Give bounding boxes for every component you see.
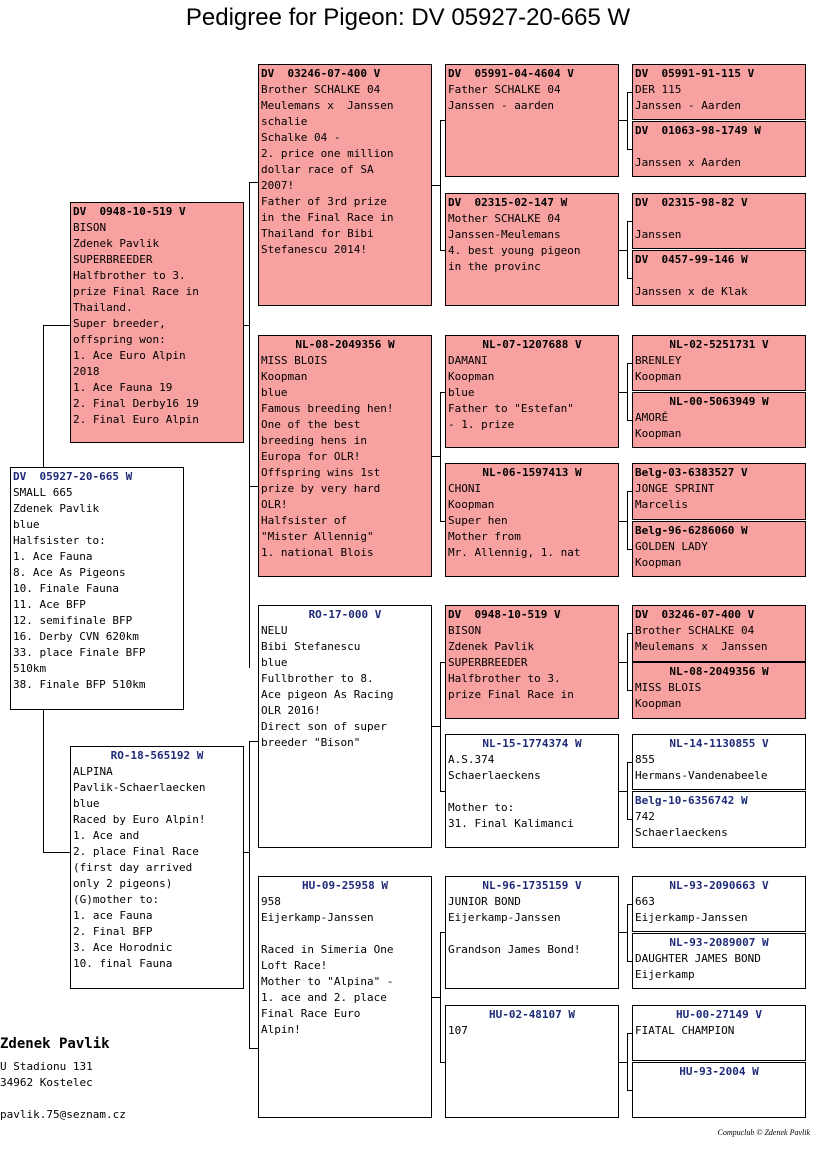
- pigeon-info-line: Zdenek Pavlik: [73, 237, 160, 250]
- connector-line: [249, 182, 258, 183]
- ring-number: HU-02-48107 W: [488, 1008, 576, 1021]
- connector-line: [43, 710, 44, 852]
- pigeon-card-ffff[interactable]: [632, 64, 806, 120]
- pigeon-info-line: 1. Ace Fauna: [13, 550, 93, 563]
- pigeon-info-line: [448, 784, 616, 800]
- ring-number: NL-00-5063949 W: [669, 395, 769, 408]
- pigeon-info-line: Eijerkamp-Janssen: [635, 911, 748, 924]
- ring-number: HU-00-27149 V: [675, 1008, 763, 1021]
- ring-number: DV 02315-98-82 V: [635, 196, 748, 209]
- owner-city: 34962 Kostelec: [0, 1076, 93, 1089]
- pigeon-info-line: AMORÉ: [635, 411, 669, 424]
- pigeon-info-line: 16. Derby CVN 620km: [13, 630, 139, 643]
- pigeon-info-line: Schaerlaeckens: [635, 826, 728, 839]
- ring-number: DV 02315-02-147 W: [448, 196, 568, 209]
- pigeon-info-line: 855: [635, 753, 655, 766]
- pigeon-info-line: Grandson James Bond!: [448, 943, 581, 956]
- pigeon-info-line: [635, 268, 803, 284]
- pigeon-card-mmfm[interactable]: [632, 933, 806, 989]
- pigeon-info-line: Father of 3rd prize: [261, 195, 387, 208]
- pigeon-info-line: "Mister Allennig": [261, 530, 374, 543]
- pigeon-info-line: [448, 926, 616, 942]
- pigeon-info-line: Janssen - aarden: [448, 99, 554, 112]
- pigeon-info-line: BISON: [73, 221, 107, 234]
- pigeon-info-line: Direct son of super: [261, 720, 387, 733]
- pigeon-info-line: breeding hens in: [261, 434, 367, 447]
- pigeon-info-line: Stefanescu 2014!: [261, 243, 367, 256]
- connector-line: [440, 120, 441, 250]
- pigeon-info-line: One of the best: [261, 418, 361, 431]
- pigeon-info-line: Raced by Euro Alpin!: [73, 813, 206, 826]
- pigeon-card-fm[interactable]: [258, 335, 432, 577]
- connector-line: [627, 363, 628, 420]
- pigeon-info-line: Koopman: [635, 370, 682, 383]
- pigeon-card-subject[interactable]: [10, 467, 184, 710]
- pigeon-card-fmfm[interactable]: [632, 392, 806, 448]
- owner-email[interactable]: pavlik.75@seznam.cz: [0, 1108, 126, 1121]
- pigeon-info-line: A.S.374: [448, 753, 495, 766]
- pigeon-info-line: SUPERBREEDER: [73, 253, 153, 266]
- pigeon-info-line: Koopman: [448, 498, 495, 511]
- pigeon-info-line: 1. Ace Euro Alpin: [73, 349, 186, 362]
- pigeon-card-mfmf[interactable]: [632, 734, 806, 790]
- ring-number: NL-15-1774374 W: [482, 737, 582, 750]
- pigeon-info-line: 1. Ace Fauna 19: [73, 381, 173, 394]
- pigeon-info-line: Janssen x Aarden: [635, 156, 741, 169]
- connector-line: [249, 182, 250, 668]
- pigeon-info-line: Thailand for Bibi: [261, 227, 374, 240]
- pigeon-info-line: DAMANI: [448, 354, 488, 367]
- pigeon-info-line: Koopman: [635, 697, 682, 710]
- pigeon-info-line: Halfsister of: [261, 514, 348, 527]
- connector-line: [43, 325, 44, 467]
- pigeon-info-line: Super hen: [448, 514, 508, 527]
- ring-number: DV 05991-91-115 V: [635, 67, 755, 80]
- pigeon-card-ff[interactable]: [258, 64, 432, 306]
- pigeon-info-line: Pavlik-Schaerlaecken: [73, 781, 206, 794]
- pigeon-info-line: BRENLEY: [635, 354, 682, 367]
- connector-line: [619, 250, 627, 251]
- pigeon-info-line: MISS BLOIS: [635, 681, 702, 694]
- pigeon-card-mmm[interactable]: [445, 1005, 619, 1118]
- pigeon-info-line: DAUGHTER JAMES BOND: [635, 952, 761, 965]
- pigeon-info-line: OLR 2016!: [261, 704, 321, 717]
- pigeon-info-line: Hermans-Vandenabeele: [635, 769, 768, 782]
- connector-line: [244, 325, 249, 326]
- pigeon-card-ffmm[interactable]: [632, 250, 806, 306]
- pigeon-info-line: Mother from: [448, 530, 521, 543]
- pigeon-info-line: [635, 139, 803, 155]
- connector-line: [440, 662, 441, 791]
- pigeon-info-line: BISON: [448, 624, 482, 637]
- pigeon-info-line: 2. place Final Race: [73, 845, 199, 858]
- pigeon-card-mmff[interactable]: [632, 876, 806, 932]
- pigeon-info-line: 2. Final BFP: [73, 925, 153, 938]
- connector-line: [249, 741, 258, 742]
- pigeon-info-line: Fullbrother to 8.: [261, 672, 374, 685]
- connector-line: [432, 997, 440, 998]
- pigeon-info-line: Koopman: [261, 370, 308, 383]
- ring-number: HU-93-2004 W: [679, 1065, 759, 1078]
- pigeon-info-line: Eijerkamp-Janssen: [448, 911, 561, 924]
- pigeon-info-line: Meulemans x Janssen: [261, 99, 394, 112]
- pigeon-info-line: Mr. Allennig, 1. nat: [448, 546, 581, 559]
- ring-number: NL-08-2049356 W: [669, 665, 769, 678]
- ring-number: NL-08-2049356 W: [295, 338, 395, 351]
- pigeon-info-line: prize by very hard: [261, 482, 381, 495]
- connector-line: [619, 392, 627, 393]
- pigeon-info-line: 38. Finale BFP 510km: [13, 678, 146, 691]
- ring-number: DV 03246-07-400 V: [635, 608, 755, 621]
- pigeon-info-line: blue: [448, 386, 475, 399]
- pigeon-info-line: Famous breeding hen!: [261, 402, 394, 415]
- connector-line: [43, 325, 70, 326]
- pigeon-card-father[interactable]: [70, 202, 244, 443]
- ring-number: DV 05991-04-4604 V: [448, 67, 574, 80]
- pigeon-info-line: Koopman: [448, 370, 495, 383]
- pigeon-info-line: OLR!: [261, 498, 288, 511]
- pigeon-card-mmf[interactable]: [445, 876, 619, 989]
- pigeon-info-line: (G)mother to:: [73, 893, 160, 906]
- pigeon-card-mf[interactable]: [258, 605, 432, 848]
- pigeon-info-line: MISS BLOIS: [261, 354, 328, 367]
- pigeon-info-line: 10. Finale Fauna: [13, 582, 119, 595]
- pigeon-info-line: Halfbrother to 3.: [73, 269, 186, 282]
- pigeon-info-line: in the provinc: [448, 260, 541, 273]
- pigeon-card-fmmf[interactable]: [632, 463, 806, 520]
- connector-line: [249, 741, 250, 1048]
- pigeon-info-line: GOLDEN LADY: [635, 540, 708, 553]
- pigeon-info-line: Zdenek Pavlik: [448, 640, 535, 653]
- pigeon-info-line: ALPINA: [73, 765, 113, 778]
- pigeon-info-line: Halfsister to:: [13, 534, 106, 547]
- pigeon-info-line: Raced in Simeria One: [261, 943, 394, 956]
- connector-line: [43, 852, 70, 853]
- pigeon-info-line: prize Final Race in: [448, 688, 574, 701]
- pigeon-info-line: blue: [261, 656, 288, 669]
- pigeon-info-line: Mother SCHALKE 04: [448, 212, 561, 225]
- pigeon-info-line: Marcelis: [635, 498, 688, 511]
- pigeon-info-line: Koopman: [635, 427, 682, 440]
- pigeon-info-line: Halfbrother to 3.: [448, 672, 561, 685]
- connector-line: [432, 456, 440, 457]
- connector-line: [627, 633, 628, 690]
- pigeon-info-line: prize Final Race in: [73, 285, 199, 298]
- pigeon-card-ffmf[interactable]: [632, 193, 806, 249]
- pigeon-info-line: CHONI: [448, 482, 482, 495]
- pigeon-info-line: Brother SCHALKE 04: [261, 83, 381, 96]
- pigeon-info-line: 2. price one million: [261, 147, 394, 160]
- pigeon-info-line: 2007!: [261, 179, 295, 192]
- pigeon-info-line: 3. Ace Horodnic: [73, 941, 173, 954]
- pigeon-info-line: Offspring wins 1st: [261, 466, 381, 479]
- connector-line: [244, 852, 249, 853]
- pigeon-info-line: NELU: [261, 624, 288, 637]
- pigeon-info-line: 510km: [13, 662, 47, 675]
- ring-number: NL-14-1130855 V: [669, 737, 769, 750]
- pigeon-info-line: JUNIOR BOND: [448, 895, 521, 908]
- pigeon-info-line: Super breeder,: [73, 317, 166, 330]
- pigeon-info-line: Mother to:: [448, 801, 515, 814]
- pigeon-card-fmm[interactable]: [445, 463, 619, 577]
- pigeon-info-line: blue: [261, 386, 288, 399]
- pigeon-info-line: 10. final Fauna: [73, 957, 173, 970]
- connector-line: [627, 221, 628, 278]
- pigeon-card-mfm[interactable]: [445, 734, 619, 848]
- pigeon-card-mfff[interactable]: [632, 605, 806, 662]
- ring-number: Belg-96-6286060 W: [635, 524, 748, 537]
- connector-line: [627, 762, 628, 819]
- pigeon-info-line: Europa for OLR!: [261, 450, 361, 463]
- pigeon-info-line: FIATAL CHAMPION: [635, 1024, 735, 1037]
- ring-number: NL-06-1597413 W: [482, 466, 582, 479]
- pigeon-info-line: Loft Race!: [261, 959, 328, 972]
- pigeon-card-mffm[interactable]: [632, 662, 806, 719]
- pigeon-info-line: Eijerkamp-Janssen: [261, 911, 374, 924]
- pigeon-info-line: Janssen: [635, 228, 682, 241]
- pigeon-info-line: Father to "Estefan": [448, 402, 574, 415]
- connector-line: [619, 932, 627, 933]
- pigeon-info-line: 2. Final Euro Alpin: [73, 413, 199, 426]
- connector-line: [432, 185, 440, 186]
- pigeon-card-mm[interactable]: [258, 876, 432, 1118]
- pigeon-info-line: [261, 926, 429, 942]
- pigeon-info-line: 12. semifinale BFP: [13, 614, 133, 627]
- ring-number: HU-09-25958 W: [301, 879, 389, 892]
- connector-line: [627, 1033, 628, 1090]
- pigeon-info-line: offspring won:: [73, 333, 166, 346]
- ring-number: NL-93-2089007 W: [669, 936, 769, 949]
- connector-line: [619, 662, 627, 663]
- pigeon-info-line: Alpin!: [261, 1023, 301, 1036]
- pigeon-card-mother[interactable]: [70, 746, 244, 989]
- connector-line: [249, 1048, 258, 1049]
- ring-number: DV 0948-10-519 V: [73, 205, 186, 218]
- pigeon-info-line: in the Final Race in: [261, 211, 394, 224]
- pigeon-info-line: 1. Ace and: [73, 829, 140, 842]
- connector-line: [619, 521, 627, 522]
- pigeon-info-line: Eijerkamp: [635, 968, 695, 981]
- pigeon-info-line: dollar race of SA: [261, 163, 374, 176]
- pigeon-card-fffm[interactable]: [632, 121, 806, 177]
- connector-line: [440, 932, 441, 1062]
- ring-number: Belg-10-6356742 W: [635, 794, 748, 807]
- pigeon-info-line: Brother SCHALKE 04: [635, 624, 755, 637]
- pigeon-info-line: only 2 pigeons): [73, 877, 173, 890]
- connector-line: [619, 791, 627, 792]
- pigeon-info-line: (first day arrived: [73, 861, 193, 874]
- connector-line: [619, 120, 627, 121]
- pigeon-info-line: JONGE SPRINT: [635, 482, 715, 495]
- owner-street: U Stadionu 131: [0, 1060, 93, 1073]
- pigeon-info-line: Janssen - Aarden: [635, 99, 741, 112]
- connector-line: [627, 904, 628, 961]
- ring-number: NL-02-5251731 V: [669, 338, 769, 351]
- pigeon-info-line: schalie: [261, 115, 308, 128]
- connector-line: [440, 392, 441, 521]
- pigeon-info-line: DER 115: [635, 83, 682, 96]
- pigeon-card-fff[interactable]: [445, 64, 619, 177]
- pigeon-info-line: [635, 211, 803, 227]
- pigeon-card-mmmf[interactable]: [632, 1005, 806, 1061]
- connector-line: [619, 1062, 627, 1063]
- connector-line: [432, 726, 440, 727]
- connector-line: [249, 486, 258, 487]
- pigeon-info-line: 11. Ace BFP: [13, 598, 86, 611]
- pigeon-info-line: Meulemans x Janssen: [635, 640, 768, 653]
- pigeon-info-line: blue: [73, 797, 100, 810]
- pigeon-card-fmmm[interactable]: [632, 521, 806, 577]
- page-title: Pedigree for Pigeon: DV 05927-20-665 W: [185, 4, 631, 31]
- pigeon-info-line: 33. place Finale BFP: [13, 646, 146, 659]
- pigeon-info-line: Father SCHALKE 04: [448, 83, 561, 96]
- pigeon-card-mmmm[interactable]: [632, 1062, 806, 1118]
- pigeon-info-line: 4. best young pigeon: [448, 244, 581, 257]
- pigeon-info-line: - 1. prize: [448, 418, 515, 431]
- pigeon-card-fmff[interactable]: [632, 335, 806, 391]
- pigeon-info-line: 742: [635, 810, 655, 823]
- ring-number: DV 01063-98-1749 W: [635, 124, 761, 137]
- pigeon-card-mfmm[interactable]: [632, 791, 806, 848]
- pigeon-info-line: 2. Final Derby16 19: [73, 397, 199, 410]
- pigeon-info-line: 31. Final Kalimanci: [448, 817, 574, 830]
- pigeon-info-line: SMALL 665: [13, 486, 73, 499]
- pigeon-card-ffm[interactable]: [445, 193, 619, 306]
- pigeon-info-line: blue: [13, 518, 40, 531]
- pigeon-info-line: SUPERBREEDER: [448, 656, 528, 669]
- pigeon-info-line: Schaerlaeckens: [448, 769, 541, 782]
- pigeon-info-line: Janssen-Meulemans: [448, 228, 561, 241]
- ring-number: NL-96-1735159 V: [482, 879, 582, 892]
- ring-number: RO-18-565192 W: [110, 749, 204, 762]
- pigeon-info-line: Ace pigeon As Racing: [261, 688, 394, 701]
- footer-copyright: Compuclub © Zdenek Pavlik: [717, 1128, 810, 1137]
- ring-number: RO-17-000 V: [308, 608, 382, 621]
- pigeon-info-line: 1. ace and 2. place: [261, 991, 387, 1004]
- ring-number: DV 05927-20-665 W: [13, 470, 133, 483]
- ring-number: DV 03246-07-400 V: [261, 67, 381, 80]
- pigeon-info-line: Final Race Euro: [261, 1007, 361, 1020]
- connector-line: [627, 92, 628, 149]
- ring-number: DV 0948-10-519 V: [448, 608, 561, 621]
- pigeon-info-line: Bibi Stefanescu: [261, 640, 361, 653]
- pigeon-info-line: Mother to "Alpina" -: [261, 975, 394, 988]
- connector-line: [627, 491, 628, 549]
- pigeon-info-line: Schalke 04 -: [261, 131, 341, 144]
- pigeon-card-mff[interactable]: [445, 605, 619, 719]
- ring-number: NL-07-1207688 V: [482, 338, 582, 351]
- pigeon-info-line: Thailand.: [73, 301, 133, 314]
- pigeon-info-line: 107: [448, 1024, 468, 1037]
- owner-name: Zdenek Pavlik: [0, 1036, 110, 1052]
- pigeon-info-line: 1. national Blois: [261, 546, 374, 559]
- pigeon-info-line: 1. ace Fauna: [73, 909, 153, 922]
- pigeon-info-line: 958: [261, 895, 281, 908]
- pigeon-card-fmf[interactable]: [445, 335, 619, 448]
- pigeon-info-line: 663: [635, 895, 655, 908]
- pigeon-info-line: Koopman: [635, 556, 682, 569]
- pigeon-info-line: 8. Ace As Pigeons: [13, 566, 126, 579]
- pigeon-info-line: 2018: [73, 365, 100, 378]
- ring-number: DV 0457-99-146 W: [635, 253, 748, 266]
- pigeon-info-line: Janssen x de Klak: [635, 285, 748, 298]
- pigeon-info-line: Zdenek Pavlik: [13, 502, 100, 515]
- pigeon-info-line: breeder "Bison": [261, 736, 361, 749]
- ring-number: NL-93-2090663 V: [669, 879, 769, 892]
- ring-number: Belg-03-6383527 V: [635, 466, 748, 479]
